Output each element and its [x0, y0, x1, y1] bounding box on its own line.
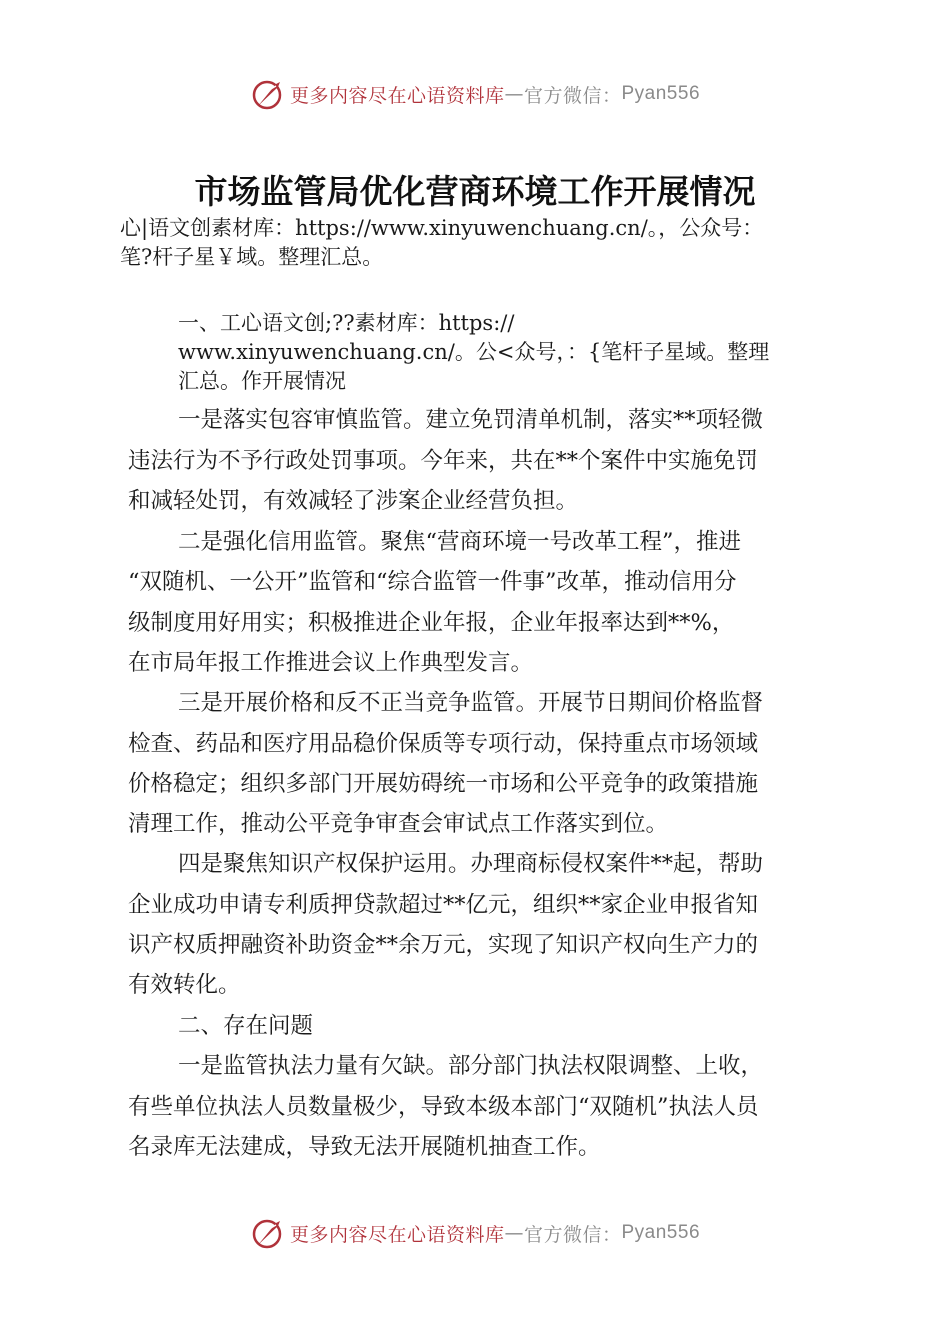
banner-site-text: 更多内容尽在心语资料库: [289, 84, 505, 107]
banner-wechat-label: 官方微信：: [523, 1223, 622, 1246]
banner-wechat-label: 官方微信：: [523, 84, 622, 107]
banner-wechat-id: Pyan556: [621, 1222, 701, 1243]
section-heading-line: 一、工心语文创;??素材库：https://: [178, 311, 515, 335]
section-heading: 二、存在问题: [178, 1013, 314, 1039]
source-line: 笔?杆子星￥域。整理汇总。: [120, 245, 384, 269]
header-banner: [0, 74, 950, 114]
body-line: 有些单位执法人员数量极少，导致本级本部门“双随机”执法人员: [128, 1094, 759, 1120]
body-line: 企业成功申请专利质押贷款超过**亿元，组织**家企业申报省知: [128, 892, 759, 918]
banner-separator: —: [504, 1222, 524, 1244]
body-line: 一是监管执法力量有欠缺。部分部门执法权限调整、上收，: [178, 1053, 764, 1079]
quill-logo-icon: [250, 76, 286, 112]
quill-logo-icon: [250, 1215, 286, 1251]
page-title: 市场监管局优化营商环境工作开展情况: [194, 172, 756, 211]
body-line: 识产权质押融资补助资金**余万元，实现了知识产权向生产力的: [128, 932, 759, 958]
footer-banner: [0, 1213, 950, 1253]
body-line: 四是聚焦知识产权保护运用。办理商标侵权案件**起，帮助: [178, 851, 764, 877]
body-line: 一是落实包容审慎监管。建立免罚清单机制，落实**项轻微: [178, 407, 764, 433]
banner-separator: —: [504, 83, 524, 105]
body-line: 二是强化信用监管。聚焦“营商环境一号改革工程”，推进: [178, 529, 742, 555]
banner-wechat-id: Pyan556: [621, 83, 701, 104]
body-line: 三是开展价格和反不正当竞争监管。开展节日期间价格监督: [178, 690, 764, 716]
body-line: 价格稳定；组织多部门开展妨碍统一市场和公平竞争的政策措施: [128, 771, 759, 797]
source-line: 心|语文创素材库：https://www.xinyuwenchuang.cn/。，公众号：: [120, 216, 764, 240]
body-line: 违法行为不予行政处罚事项。今年来，共在**个案件中实施免罚: [128, 448, 759, 474]
body-line: 级制度用好用实；积极推进企业年报，企业年报率达到**%，: [128, 610, 735, 636]
body-line: “双随机、一公开”监管和“综合监管一件事”改革，推动信用分: [128, 569, 737, 595]
body-line: 名录库无法建成，导致无法开展随机抽查工作。: [128, 1134, 601, 1160]
body-line: 在市局年报工作推进会议上作典型发言。: [128, 650, 534, 676]
section-heading-line: www.xinyuwenchuang.cn/。公<众号，：{笔杆子星域。整理: [178, 340, 770, 364]
body-line: 和减轻处罚，有效减轻了涉案企业经营负担。: [128, 488, 579, 514]
banner-site-text: 更多内容尽在心语资料库: [289, 1223, 505, 1246]
section-heading-line: 汇总。作开展情况: [178, 369, 346, 393]
body-line: 清理工作，推动公平竞争审查会审试点工作落实到位。: [128, 811, 669, 837]
body-line: 检查、药品和医疗用品稳价保质等专项行动，保持重点市场领域: [128, 731, 759, 757]
body-line: 有效转化。: [128, 972, 241, 998]
